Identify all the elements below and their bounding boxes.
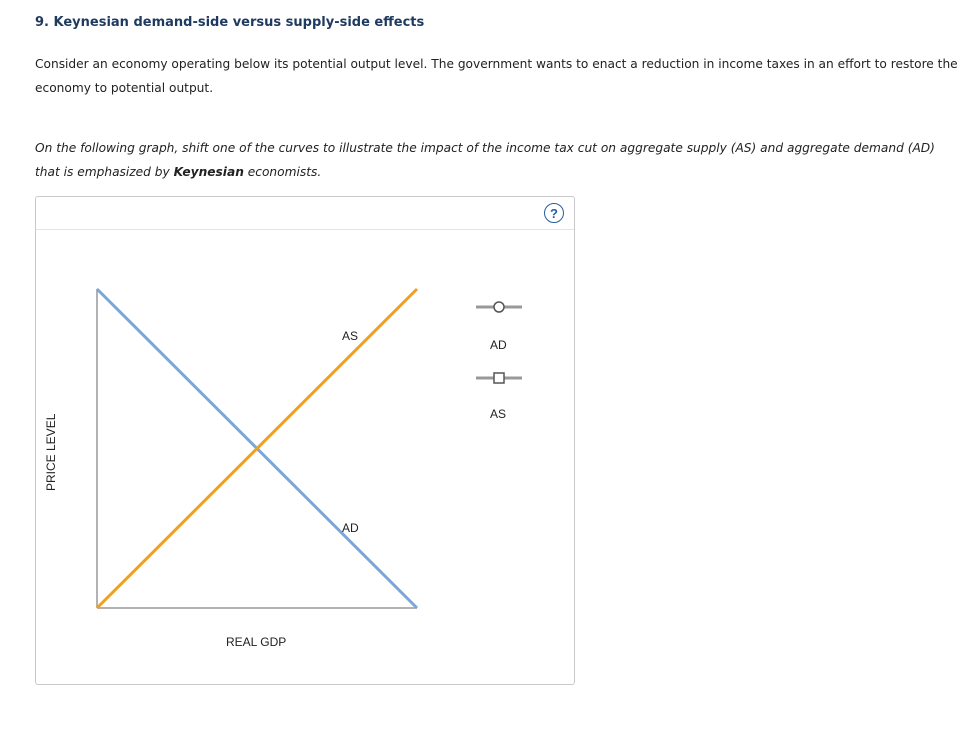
ad-curve-label: AD <box>342 521 359 535</box>
graph-panel <box>35 196 575 685</box>
as-curve-label: AS <box>342 329 359 343</box>
instruction-emphasis: Keynesian <box>173 165 244 179</box>
square-marker-icon <box>494 373 504 383</box>
palette-ad-tool[interactable] <box>476 302 522 352</box>
question-intro: Consider an economy operating below its potential output level. The government wants to enact a reduction in income taxes in an effort to restore the economy to potential output. <box>35 57 958 95</box>
question-mark-icon: ? <box>550 205 558 221</box>
x-axis-label: REAL GDP <box>226 635 287 649</box>
instruction-text-end: economists. <box>243 165 322 179</box>
palette-ad-label: AD <box>490 338 507 352</box>
palette-as-tool[interactable] <box>476 373 522 421</box>
question-title: 9. Keynesian demand-side versus supply-side effects <box>35 15 425 30</box>
palette-as-label: AS <box>490 407 507 421</box>
y-axis-label: PRICE LEVEL <box>44 413 58 491</box>
question-instruction <box>35 136 960 184</box>
circle-marker-icon <box>494 302 504 312</box>
graph-canvas[interactable] <box>36 197 576 686</box>
instruction-text: On the following graph, shift one of the curves to illustrate the impact of the income tax cut on aggregate supply (AS) and aggregate demand (AD) that is emphasized by <box>35 141 935 179</box>
